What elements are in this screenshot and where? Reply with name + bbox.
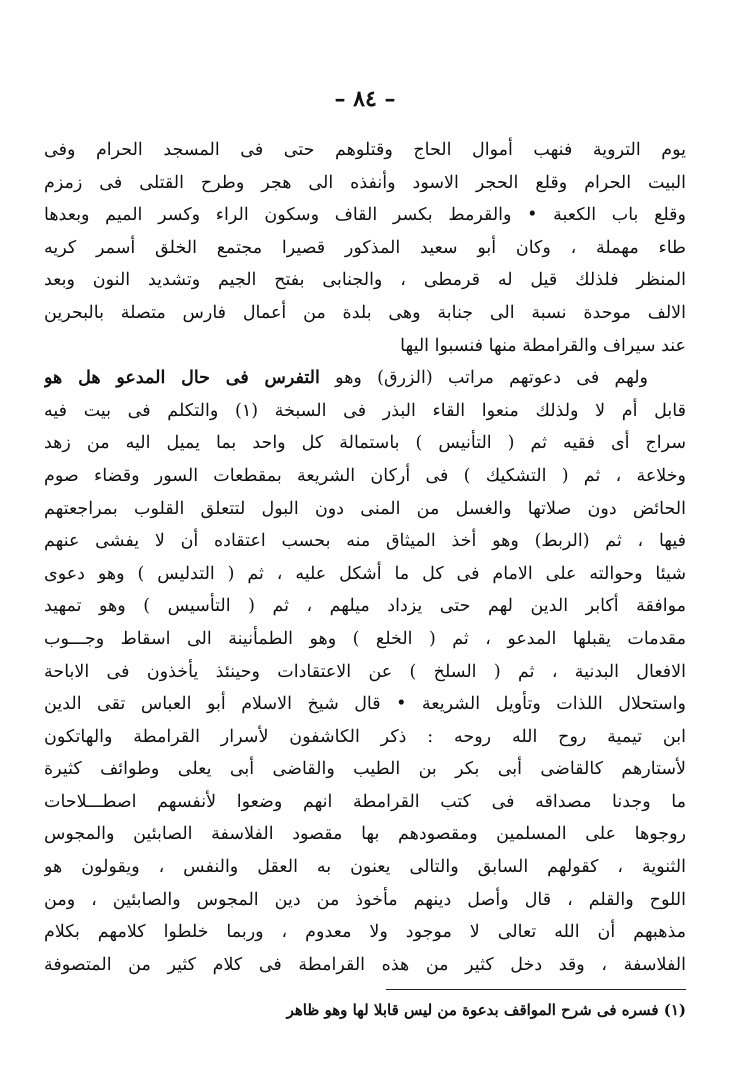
text-line: روجوها على المسلمين ومقصودهم بها مقصود الفلاسفة الصابئين والمجوس bbox=[44, 824, 686, 845]
text-line: مقدمات يقبلها المدعو ، ثم ( الخلع ) وهو الطمأنينة الى اسقاط وجـــوب bbox=[44, 628, 686, 649]
footnote: (١) فسره فى شرح المواقف بدعوة من ليس قابلا لها وهو ظاهر bbox=[286, 1001, 686, 1019]
text-line: قابل أم لا ولذلك منعوا القاء البذر فى السبخة (١) والتكلم فى بيت فيه bbox=[44, 400, 686, 421]
text-line: عند سيراف والقرامطة منها فنسبوا اليها bbox=[400, 335, 686, 356]
text-line: الافعال البدنية ، ثم ( السلخ ) عن الاعتقادات وحينئذ يأخذون فى الاباحة bbox=[44, 661, 686, 682]
text-line: يوم التروية فنهب أموال الحاج وقتلوهم حتى فى المسجد الحرام وفى bbox=[44, 140, 686, 160]
text-span: ولهم فى دعوتهم مراتب (الزرق) وهو bbox=[319, 368, 649, 389]
text-line: فيها ، ثم (الربط) وهو أخذ الميثاق منه بحسب اعتقاده أن لا يفشى عنهم bbox=[44, 531, 686, 552]
text-line: الفلاسفة ، وقد دخل كثير من هذه القرامطة فى كلام كثير من المتصوفة bbox=[44, 954, 686, 975]
text-line: الثنوية ، كقولهم السابق والتالى يعنون به العقل والنفس ، ويقولون هو bbox=[44, 857, 686, 878]
footnote-divider bbox=[386, 989, 686, 990]
text-line: اللوح والقلم ، قال وأصل دينهم مأخوذ من دين المجوس والصابئين ، ومن bbox=[44, 889, 686, 910]
text-line: ابن تيمية روح الله روحه : ذكر الكاشفون لأسرار القرامطة والهاتكون bbox=[44, 726, 686, 747]
text-line: ما وجدنا مصداقه فى كتب القرامطة انهم وضعوا لأنفسهم اصطـــلاحات bbox=[44, 791, 686, 812]
paragraph-2 bbox=[44, 362, 686, 981]
text-line: لأستارهم كالقاضى أبى بكر بن الطيب والقاضى أبى يعلى وطوائف كثيرة bbox=[44, 759, 686, 780]
text-line: طاء مهملة ، وكان أبو سعيد المذكور قصيرا مجتمع الخلق أسمر كريه bbox=[44, 237, 686, 258]
paragraph-1 bbox=[44, 134, 686, 362]
text-line: سراج أى فقيه ثم ( التأنيس ) باستمالة كل واحد بما يميل اليه من زهد bbox=[44, 433, 686, 454]
bold-phrase: التفرس فى حال المدعو هل هو bbox=[44, 368, 320, 389]
text-line: البيت الحرام وقلع الحجر الاسود وأنفذه الى هجر وطرح القتلى فى زمزم bbox=[44, 172, 686, 193]
text-line: وقلع باب الكعبة • والقرمط بكسر القاف وسكون الراء وكسر الميم وبعدها bbox=[44, 205, 686, 226]
text-line: شيئا وحوالته على الامام فى كل ما أشكل عليه ، ثم ( التدليس ) وهو دعوى bbox=[44, 563, 686, 584]
text-line: الحائض دون صلاتها والغسل من المنى دون البول لتتعلق القلوب بمراجعتهم bbox=[44, 498, 686, 519]
text-line: وخلاعة ، ثم ( التشكيك ) فى أركان الشريعة بمقطعات السور وقضاء صوم bbox=[44, 465, 686, 486]
text-line: واستحلال اللذات وتأويل الشريعة • قال شيخ الاسلام أبو العباس تقى الدين bbox=[44, 694, 686, 715]
paragraph-2-first-line bbox=[44, 362, 686, 395]
text-line: مذهبهم أن الله تعالى لا موجود ولا معدوم ، وربما خلطوا كلامهم بكلام bbox=[44, 922, 686, 943]
text-line: موافقة أكابر الدين لهم حتى يزداد ميلهم ، ثم ( التأسيس ) وهو تمهيد bbox=[44, 596, 686, 617]
page-number: – ٨٤ – bbox=[334, 86, 396, 112]
main-text bbox=[44, 134, 686, 981]
text-line: الالف موحدة نسبة الى جنابة وهى بلدة من أعمال فارس متصلة بالبحرين bbox=[44, 302, 686, 323]
text-line: المنظر فلذلك قيل له قرمطى ، والجنابى بفتح الجيم وتشديد النون وبعد bbox=[44, 270, 686, 291]
